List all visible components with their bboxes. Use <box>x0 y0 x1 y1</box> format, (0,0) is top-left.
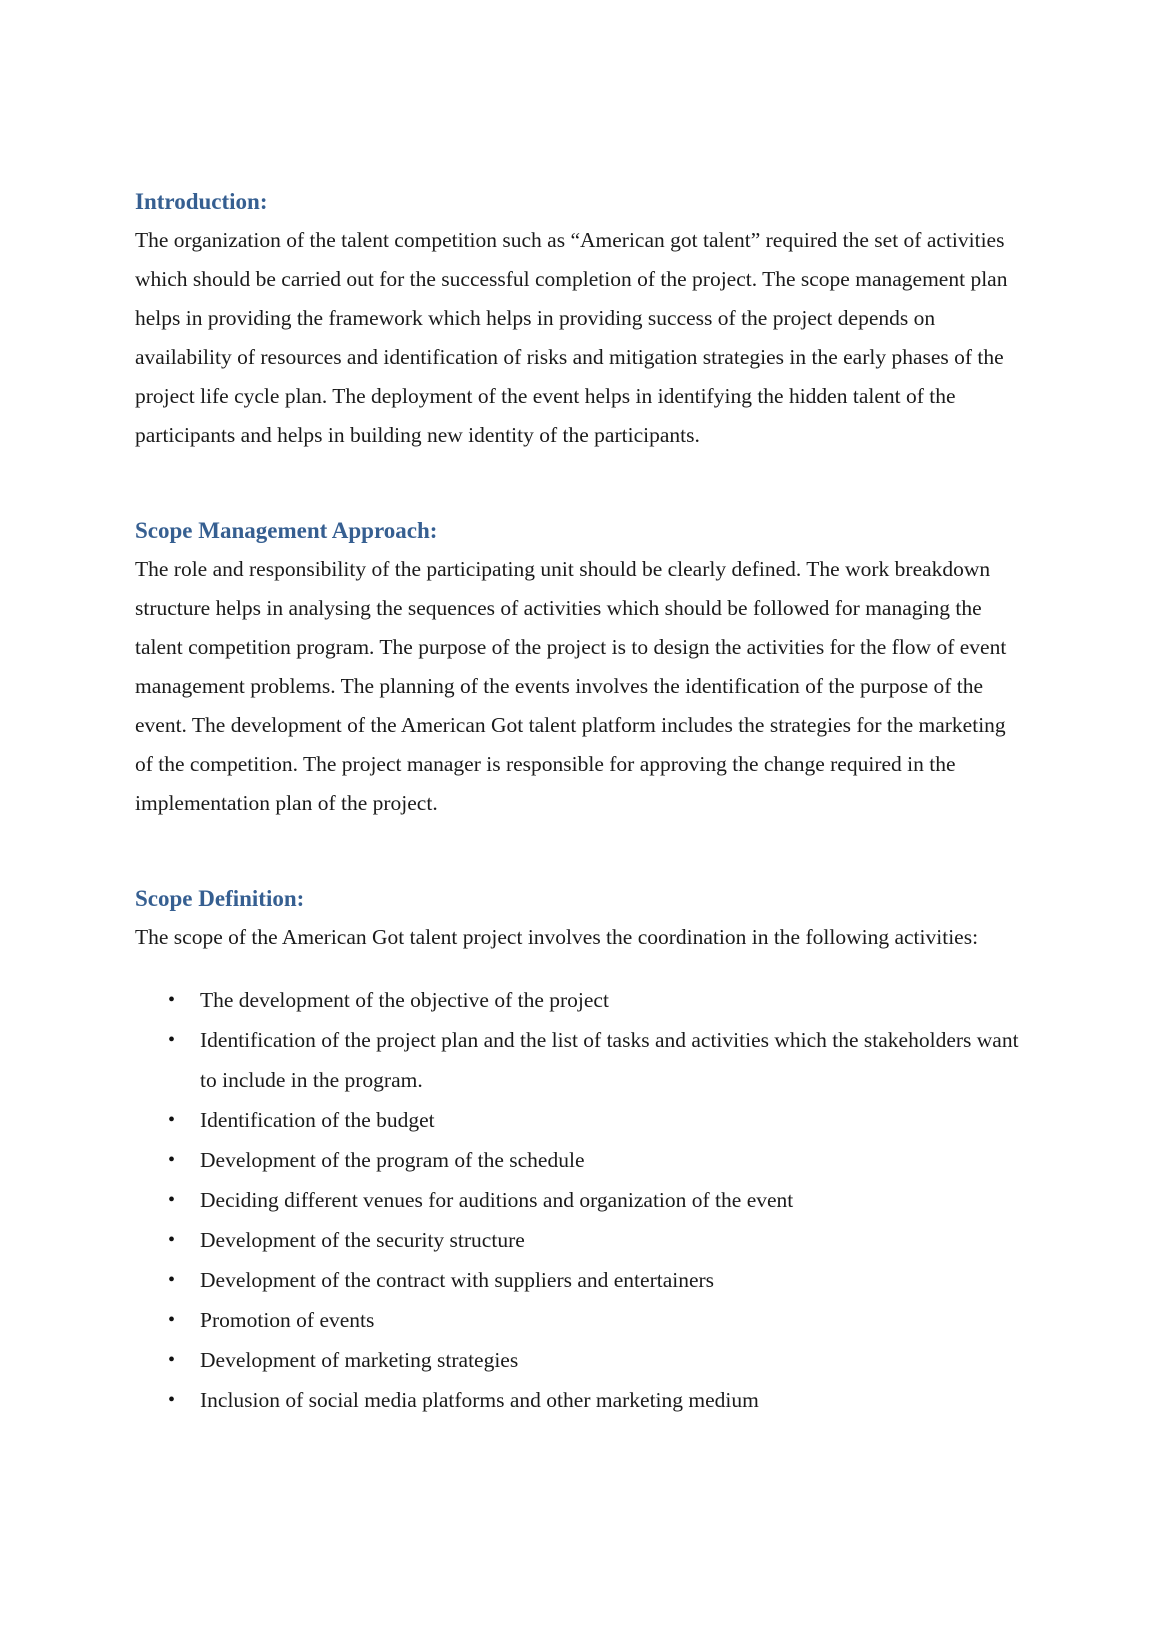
list-item <box>135 1220 1028 1260</box>
list-item-text: Identification of the budget <box>200 1108 435 1132</box>
section-heading-scope-management-approach: Scope Management Approach: <box>135 518 438 543</box>
bullet-icon: • <box>168 1269 176 1291</box>
list-item-text: Development of the security structure <box>200 1228 525 1252</box>
list-item-text: Deciding different venues for auditions and organization of the event <box>200 1188 794 1212</box>
introduction-paragraph: The organization of the talent competition such as “American got talent” required the set of activities which should be carried out for the successful completion of the project. The scope management plan helps in providing the framework which helps in providing success of the project depends on availability of resources and identification of risks and mitigation strategies in the early phases of the project life cycle plan. The deployment of the event helps in identifying the hidden talent of the participants and helps in building new identity of the participants. <box>135 228 1008 447</box>
list-item <box>135 980 1028 1020</box>
section-heading-scope-definition: Scope Definition: <box>135 886 305 911</box>
bullet-icon: • <box>168 1149 176 1171</box>
section-heading-introduction: Introduction: <box>135 189 268 214</box>
list-item <box>135 1300 1028 1340</box>
bullet-icon: • <box>168 1349 176 1371</box>
bullet-icon: • <box>168 1229 176 1251</box>
bullet-icon: • <box>168 1389 176 1411</box>
bullet-icon: • <box>168 1109 176 1131</box>
list-item <box>135 1380 1028 1420</box>
list-item <box>135 1340 1028 1380</box>
list-item <box>135 1140 1028 1180</box>
scope-management-approach-paragraph: The role and responsibility of the participating unit should be clearly defined. The work breakdown structure helps in analysing the sequences of activities which should be followed for managing the talent competition program. The purpose of the project is to design the activities for the flow of event management problems. The planning of the events involves the identification of the purpose of the event. The development of the American Got talent platform includes the strategies for the marketing of the competition. The project manager is responsible for approving the change required in the implementation plan of the project. <box>135 557 1007 815</box>
bullet-icon: • <box>168 989 176 1011</box>
scope-definition-paragraph: The scope of the American Got talent project involves the coordination in the following activities: <box>135 925 979 949</box>
list-item-text: Development of the contract with suppliers and entertainers <box>200 1268 715 1292</box>
scope-activities-list <box>135 980 1028 1420</box>
list-item-text: Development of the program of the schedule <box>200 1148 585 1172</box>
bullet-icon: • <box>168 1309 176 1331</box>
list-item-text: The development of the objective of the project <box>200 988 609 1012</box>
list-item-text: Identification of the project plan and the list of tasks and activities which the stakeholders want to include in the program. <box>200 1028 1019 1092</box>
list-item-text: Development of marketing strategies <box>200 1348 519 1372</box>
bullet-icon: • <box>168 1029 176 1051</box>
list-item <box>135 1180 1028 1220</box>
bullet-icon: • <box>168 1189 176 1211</box>
list-item-text: Inclusion of social media platforms and other marketing medium <box>200 1388 759 1412</box>
list-item <box>135 1100 1028 1140</box>
list-item <box>135 1260 1028 1300</box>
list-item <box>135 1020 1028 1100</box>
list-item-text: Promotion of events <box>200 1308 375 1332</box>
